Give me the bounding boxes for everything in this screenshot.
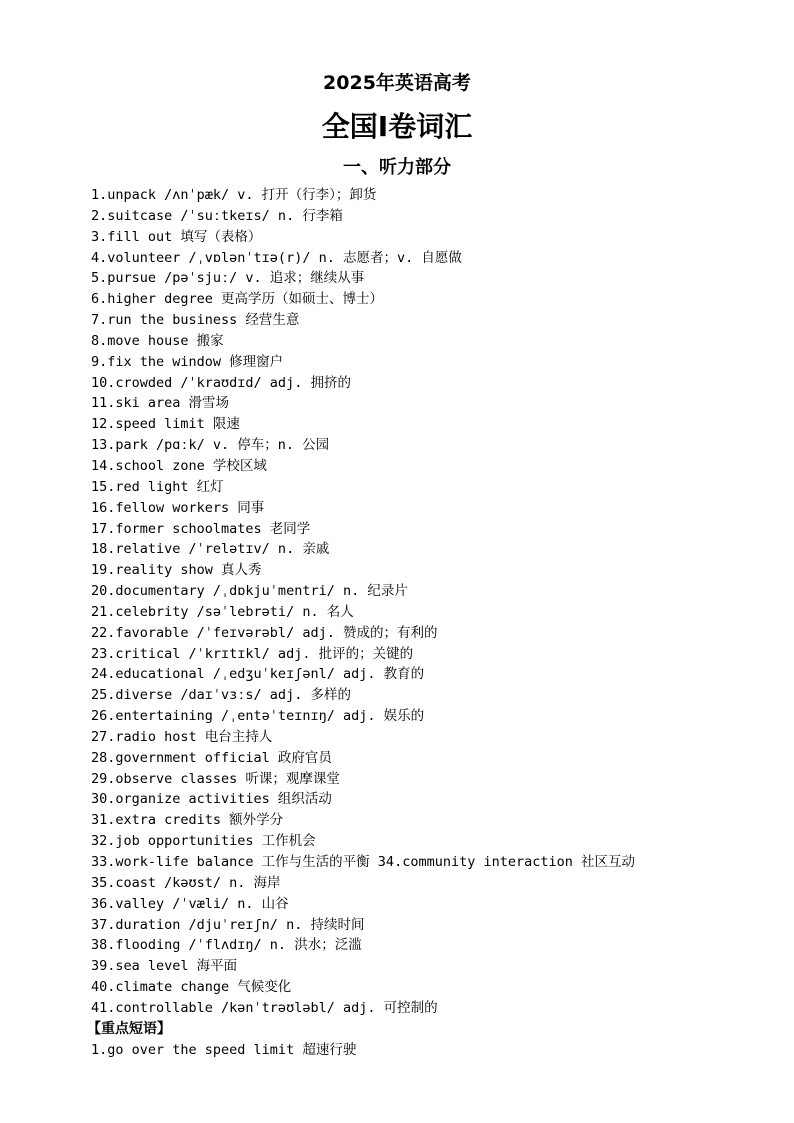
vocab-entry: 41.controllable /kənˈtrəʊləbl/ adj. 可控制的 [91, 999, 438, 1016]
vocab-entry: 21.celebrity /səˈlebrəti/ n. 名人 [91, 603, 354, 620]
vocab-entry: 17.former schoolmates 老同学 [91, 520, 311, 537]
vocab-entry: 26.entertaining /ˌentəˈteɪnɪŋ/ adj. 娱乐的 [91, 708, 425, 725]
vocab-entry: 29.observe classes 听课；观摩课堂 [91, 770, 340, 787]
vocab-entry: 36.valley /ˈvæli/ n. 山谷 [91, 895, 289, 912]
vocab-entry: 11.ski area 滑雪场 [91, 395, 230, 412]
key-phrases-heading: 【重点短语】 [87, 1020, 171, 1037]
document-year-title: 2025年英语高考 [323, 72, 471, 94]
vocab-entry: 5.pursue /pəˈsjuː/ v. 追求；继续从事 [91, 270, 365, 287]
vocab-entry: 28.government official 政府官员 [91, 749, 332, 766]
vocab-entry: 35.coast /kəʊst/ n. 海岸 [91, 874, 281, 891]
vocab-entry: 18.relative /ˈrelətɪv/ n. 亲戚 [91, 541, 330, 558]
vocab-entry: 10.crowded /ˈkraʊdɪd/ adj. 拥挤的 [91, 374, 351, 391]
vocab-entry: 15.red light 红灯 [91, 478, 224, 495]
vocab-entry: 23.critical /ˈkrɪtɪkl/ adj. 批评的；关键的 [91, 645, 414, 662]
vocab-entry: 24.educational /ˌedʒuˈkeɪʃənl/ adj. 教育的 [91, 666, 425, 683]
vocab-entry: 38.flooding /ˈflʌdɪŋ/ n. 洪水；泛滥 [91, 937, 362, 954]
vocab-entry: 6.higher degree 更高学历（如硕士、博士） [91, 291, 384, 308]
vocab-entry: 7.run the business 经营生意 [91, 312, 300, 329]
vocab-entry: 12.speed limit 限速 [91, 416, 240, 433]
vocab-entry: 19.reality show 真人秀 [91, 562, 262, 579]
vocab-entry: 4.volunteer /ˌvɒlənˈtɪə(r)/ n. 志愿者；v. 自愿做 [91, 249, 462, 266]
phrase-entry: 1.go over the speed limit 超速行驶 [91, 1041, 357, 1058]
vocab-entry: 9.fix the window 修理窗户 [91, 353, 284, 370]
vocab-entry: 25.diverse /daɪˈvɜːs/ adj. 多样的 [91, 687, 351, 704]
vocab-entry: 2.suitcase /ˈsuːtkeɪs/ n. 行李箱 [91, 207, 343, 224]
vocab-entry: 33.work-life balance 工作与生活的平衡 34.community interaction 社区互动 [91, 854, 636, 870]
vocab-entry: 20.documentary /ˌdɒkjuˈmentri/ n. 纪录片 [91, 583, 408, 600]
vocab-entry: 31.extra credits 额外学分 [91, 812, 284, 829]
vocab-entry: 3.fill out 填写（表格） [91, 228, 262, 245]
vocab-entry: 22.favorable /ˈfeɪvərəbl/ adj. 赞成的；有利的 [91, 624, 438, 641]
vocab-entry: 37.duration /djuˈreɪʃn/ n. 持续时间 [91, 916, 365, 933]
vocab-entry: 39.sea level 海平面 [91, 958, 238, 975]
vocab-entry: 32.job opportunities 工作机会 [91, 833, 316, 850]
vocab-entry: 40.climate change 气候变化 [91, 979, 292, 996]
vocab-entry: 8.move house 搬家 [91, 332, 224, 349]
section-heading: 一、听力部分 [343, 157, 451, 178]
vocab-entry: 14.school zone 学校区域 [91, 457, 267, 474]
vocab-entry: 13.park /pɑːk/ v. 停车；n. 公园 [91, 437, 330, 454]
vocab-entry: 1.unpack /ʌnˈpæk/ v. 打开（行李）；卸货 [91, 187, 377, 203]
vocab-entry: 16.fellow workers 同事 [91, 499, 265, 516]
document-main-title: 全国Ⅰ卷词汇 [321, 110, 473, 143]
vocabulary-list [87, 185, 636, 1060]
vocab-entry: 30.organize activities 组织活动 [91, 791, 332, 808]
vocab-entry: 27.radio host 电台主持人 [91, 728, 273, 745]
